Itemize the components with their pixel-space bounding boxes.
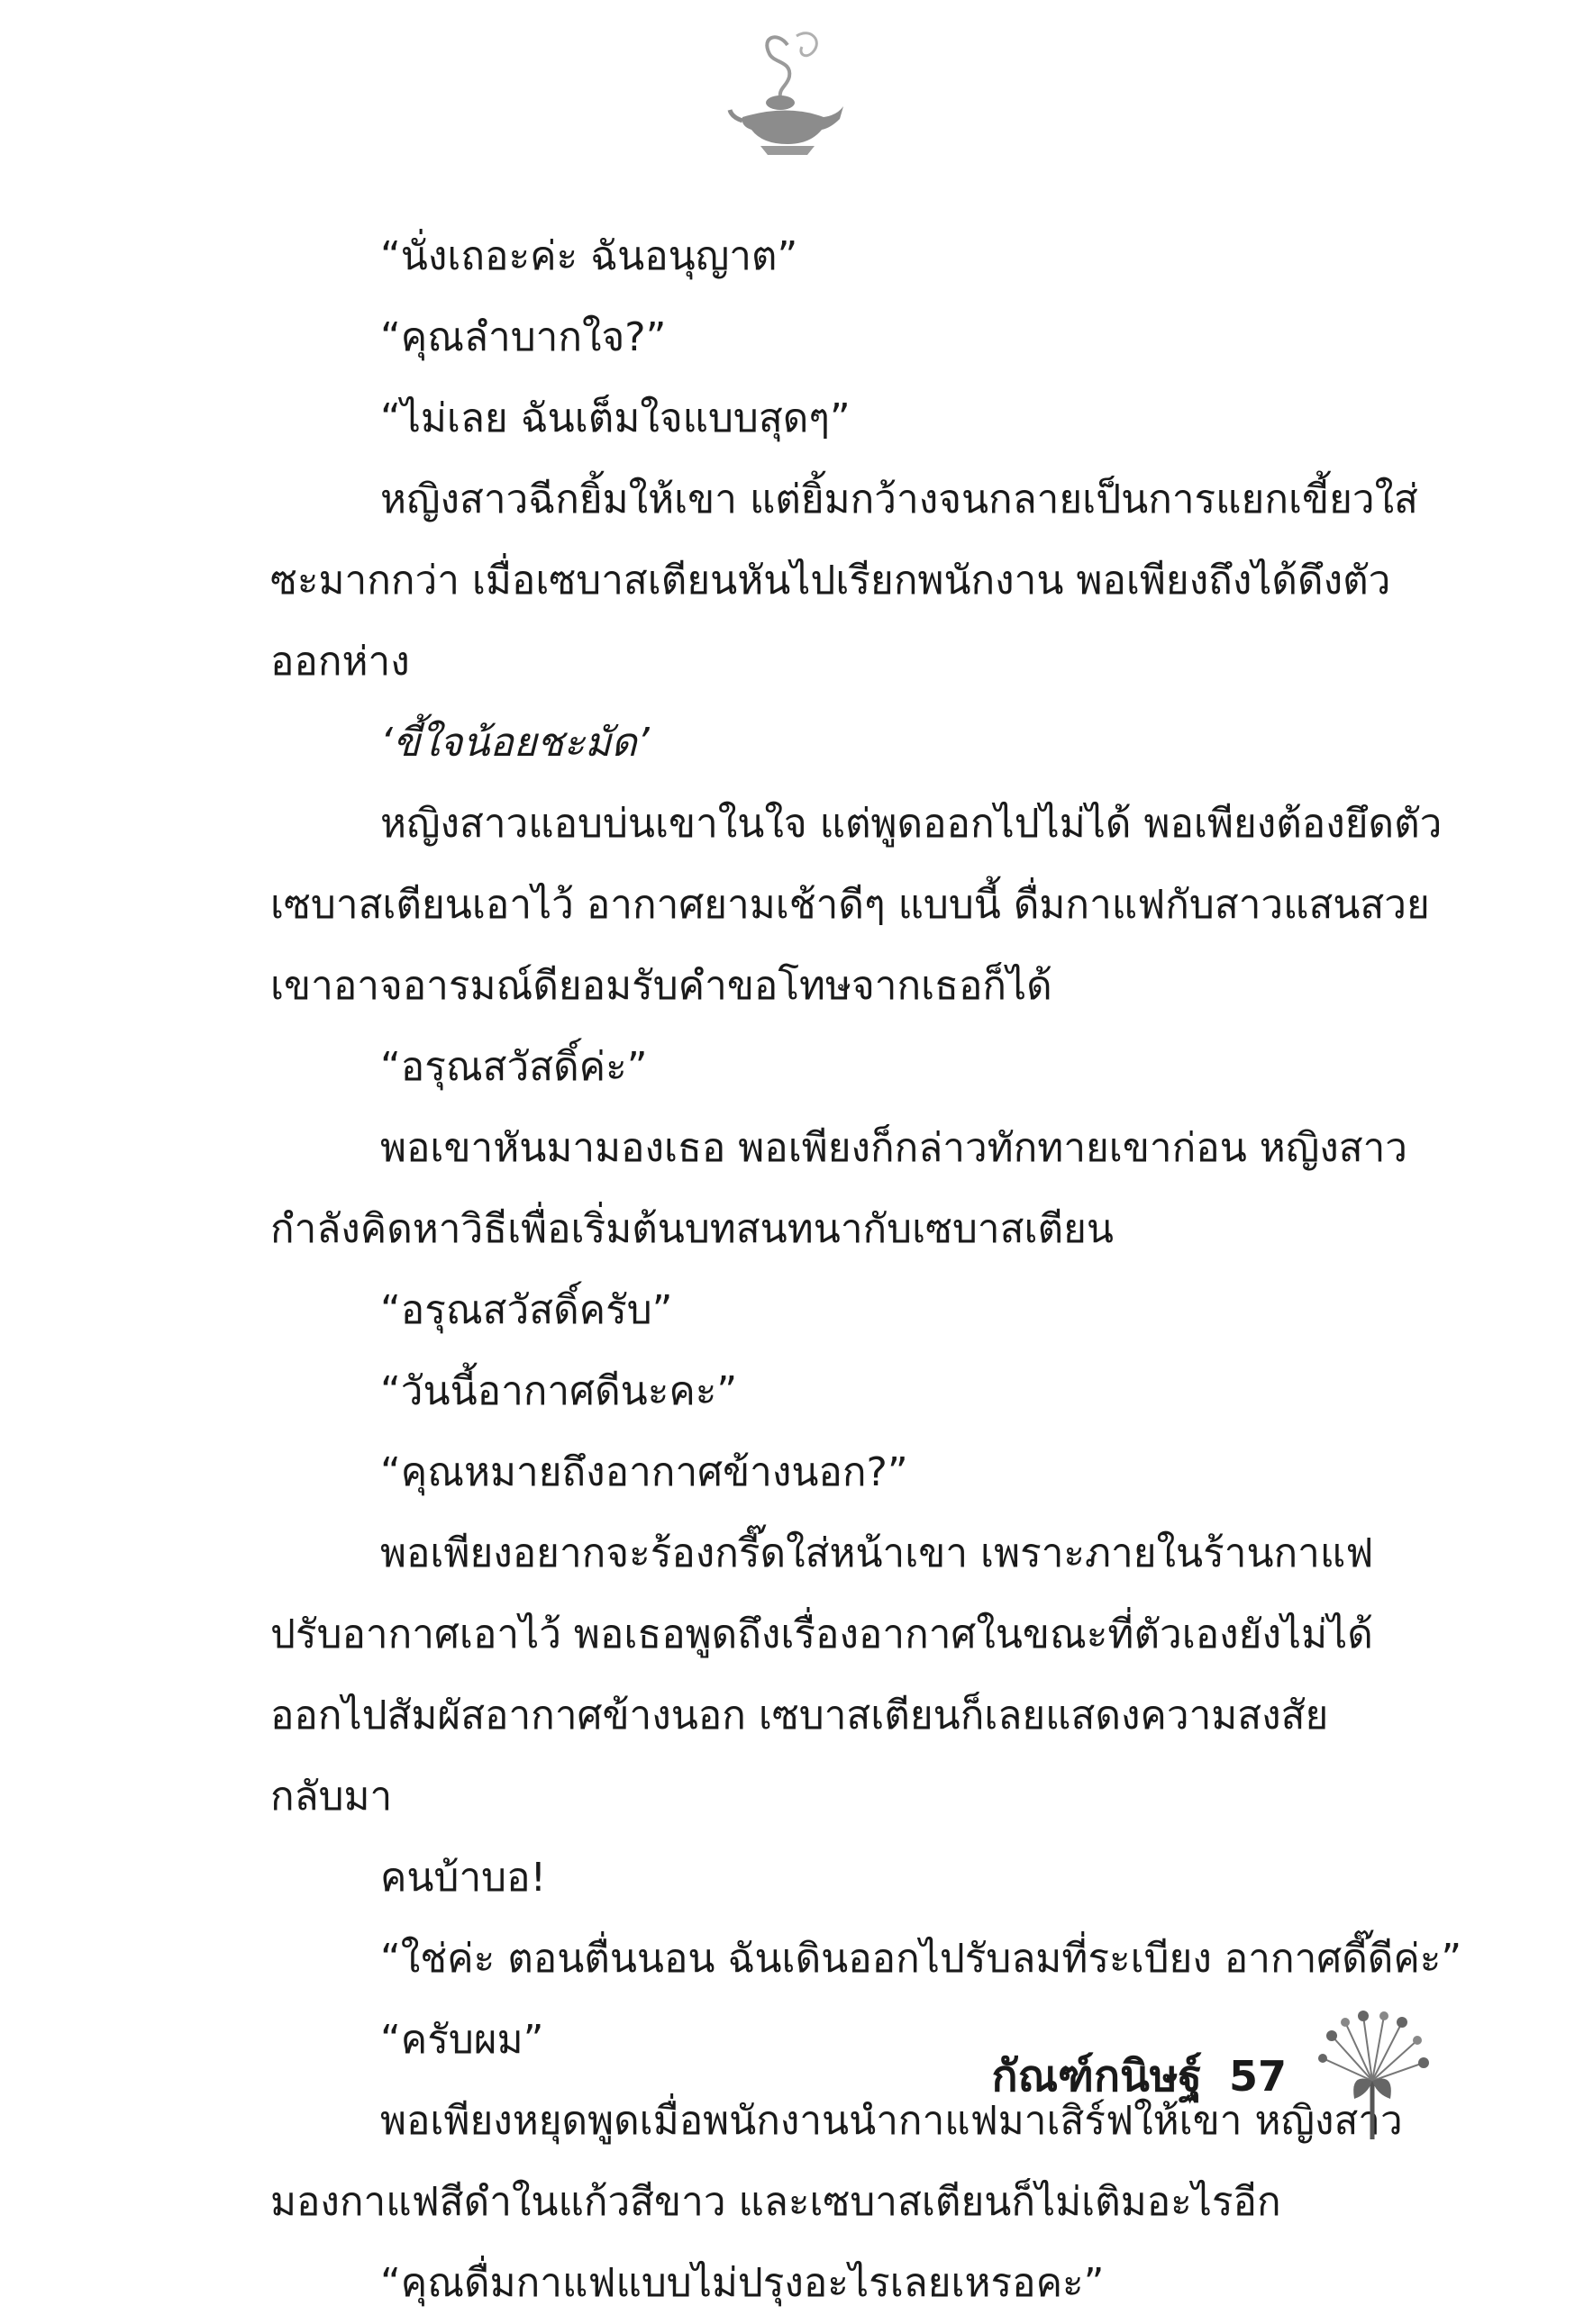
text-line: “คุณดื่มกาแฟแบบไม่ปรุงอะไรเลยเหรอคะ”	[380, 2260, 1105, 2306]
text-line: “คุณหมายถึงอากาศข้างนอก?”	[380, 1449, 908, 1495]
text-line: “วันนี้อากาศดีนะคะ”	[380, 1368, 738, 1414]
text-line: หญิงสาวฉีกยิ้มให้เขา แต่ยิ้มกว้างจนกลายเป็นการแยกเขี้ยวใส่	[380, 477, 1418, 522]
book-title: กัณฑ์กนิษฐ์	[991, 2051, 1202, 2102]
text-line: คนบ้าบอ!	[380, 1855, 547, 1901]
text-line: “ใช่ค่ะ ตอนตื่นนอน ฉันเดินออกไปรับลมที่ระเบียง อากาศดี๊ดีค่ะ”	[380, 1936, 1462, 1982]
text-line: หญิงสาวแอบบ่นเขาในใจ แต่พูดออกไปไม่ได้ พอเพียงต้องยึดตัว	[380, 801, 1443, 847]
text-line: พอเขาหันมามองเธอ พอเพียงก็กล่าวทักทายเขาก่อน หญิงสาว	[380, 1125, 1408, 1171]
text-line: พอเพียงหยุดพูดเมื่อพนักงานนำกาแฟมาเสิร์ฟให้เขา หญิงสาว	[380, 2098, 1403, 2144]
text-line: ออกห่าง	[270, 639, 410, 685]
page-footer	[992, 2009, 1431, 2144]
text-line: “คุณลำบากใจ?”	[380, 314, 667, 360]
text-line: “อรุณสวัสดิ์ค่ะ”	[380, 1044, 648, 1090]
text-line: ปรับอากาศเอาไว้ พอเธอพูดถึงเรื่องอากาศในขณะที่ตัวเองยังไม่ได้	[270, 1611, 1373, 1657]
magic-lamp-icon	[724, 27, 851, 162]
text-line: ‘ขี้ใจน้อยชะมัด’	[380, 720, 650, 766]
text-line: ออกไปสัมผัสอากาศข้างนอก เซบาสเตียนก็เลยแสดงความสงสัย	[270, 1693, 1329, 1738]
text-line: “ไม่เลย ฉันเต็มใจแบบสุดๆ”	[380, 395, 851, 441]
text-line: มองกาแฟสีดำในแก้วสีขาว และเซบาสเตียนก็ไม่เติมอะไรอีก	[270, 2179, 1281, 2225]
body-text	[270, 216, 1462, 2324]
text-line: “นั่งเถอะค่ะ ฉันอนุญาต”	[380, 233, 798, 279]
text-line: กลับมา	[270, 1774, 393, 1820]
text-line: เซบาสเตียนเอาไว้ อากาศยามเช้าดีๆ แบบนี้ ดื่มกาแฟกับสาวแสนสวย	[270, 882, 1430, 928]
text-line: พอเพียงอยากจะร้องกรี๊ดใส่หน้าเขา เพราะภายในร้านกาแฟ	[380, 1530, 1374, 1576]
text-line: “ครับผม”	[380, 2017, 544, 2063]
text-line: “อรุณสวัสดิ์ครับ”	[380, 1287, 673, 1333]
text-line: เขาอาจอารมณ์ดียอมรับคำขอโทษจากเธอก็ได้	[270, 963, 1052, 1009]
text-line: ซะมากกว่า เมื่อเซบาสเตียนหันไปเรียกพนักงาน พอเพียงถึงได้ดึงตัว	[270, 558, 1391, 604]
flower-icon	[1314, 2009, 1431, 2144]
page-number: 57	[1228, 2052, 1287, 2101]
text-line: กำลังคิดหาวิธีเพื่อเริ่มต้นบทสนทนากับเซบาสเตียน	[270, 1206, 1114, 1252]
